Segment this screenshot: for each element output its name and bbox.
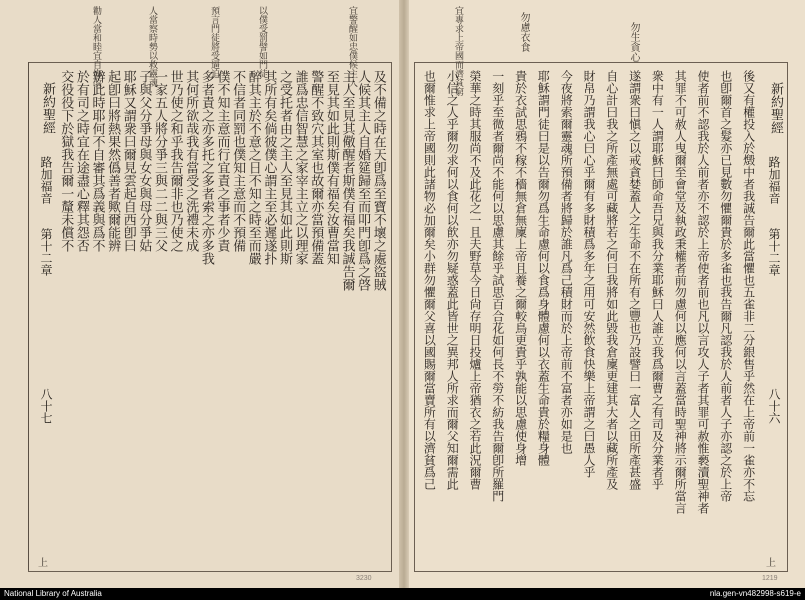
right-note: 勿生貪心 bbox=[628, 22, 639, 62]
text-column: 世乃使之和乎我告爾非也乃使之 bbox=[167, 70, 183, 252]
left-page-stamp: 上 bbox=[38, 558, 48, 569]
right-note: 宜專求上帝國而濟貧窮 bbox=[453, 6, 463, 96]
text-column: 主人至見其儆醒者斯僕有福矣我誠告爾 bbox=[339, 70, 355, 291]
right-page-number: 八十六 bbox=[767, 388, 781, 424]
text-column: 其所有矣倘彼僕心謂主至必遲遂扑 bbox=[261, 70, 277, 265]
text-column: 醉其主於不意之日不知之時至而嚴 bbox=[245, 70, 261, 265]
right-book-title: 新約聖經 bbox=[768, 82, 783, 134]
attribution-footer bbox=[0, 588, 805, 600]
text-column: 及不備之時在天卽爲至寶不壞之處盜賊 bbox=[370, 70, 386, 291]
left-note: 勸人當和睦宜自悔改 bbox=[91, 6, 101, 87]
text-column: 後又有權投入於燬中者我誠告爾此當懼也五雀非二分銀售乎然在上帝前一雀亦不忘 bbox=[741, 70, 756, 502]
text-column: 一刻乎至微者爾尚不能何以思慮其餘乎試思百合花如何長不勞不紡我告爾卽所羅門 bbox=[490, 70, 505, 502]
left-note: 以僕受罰譬如門徒 bbox=[257, 6, 267, 78]
text-column: 多者責之亦多托之多者索之亦多我 bbox=[198, 70, 214, 265]
text-column: 也爾惟求上帝國則此諸物必加爾矣小群勿懼爾父喜以國賜爾當賣所有以濟貧爲己 bbox=[422, 70, 437, 490]
text-column: 之受托者由之主人至見其如此則斯 bbox=[276, 70, 292, 265]
left-book-title: 新約聖經 bbox=[40, 82, 55, 134]
text-column: 小信之人乎爾勿求何以食何以飮亦勿疑惑蓋此皆世之異邦人所求而爾父知爾需此 bbox=[445, 70, 460, 490]
text-column: 辨此時耶何不自審其爲義與爲不 bbox=[89, 70, 105, 252]
left-frame-rule bbox=[28, 62, 29, 570]
right-page-stamp: 上 bbox=[766, 558, 776, 569]
left-page-number: 八十七 bbox=[39, 388, 53, 424]
text-column: 其何所欲哉我有當受之洗禮未成 bbox=[183, 70, 199, 252]
text-column: 使者前不認我於人前者亦不認於上帝使者前也凡以言攻人子者其罪可赦惟褻瀆聖神者 bbox=[696, 70, 710, 514]
left-chapter-label: 第十二章 bbox=[39, 228, 53, 276]
left-pencil-number: 3230 bbox=[356, 575, 372, 582]
text-column: 財帛乃謂我心曰心乎爾有多財積爲多年之用可安然飲食快樂上帝謂之曰愚人乎 bbox=[582, 70, 596, 478]
left-note: 宜警醒如忠僕候主人 bbox=[347, 6, 357, 87]
left-note: 人當察時勢以救靈魂 bbox=[147, 6, 157, 87]
left-note: 預言門徒將受逼迫 bbox=[209, 6, 219, 78]
text-column: 僕不知主意而行宜責之事者少責 bbox=[214, 70, 230, 252]
text-column: 今夜將索爾靈魂所預備者將歸於誰凡爲己積財而於上帝前不富者亦如是也 bbox=[559, 70, 574, 454]
right-gospel-name: 路加福音 bbox=[767, 156, 781, 204]
text-column: 一家五人將分爭三與二二與三父 bbox=[152, 70, 168, 252]
footer-library-name: National Library of Australia bbox=[4, 589, 102, 598]
right-chapter-label: 第十二章 bbox=[767, 228, 781, 276]
text-column: 子與父分爭母與女女與母分爭姑 bbox=[136, 70, 152, 252]
text-column: 人候其主人自婚筵歸至而叩門卽爲之啓 bbox=[355, 70, 371, 291]
right-note: 勿慮衣食 bbox=[518, 12, 529, 52]
book-gutter bbox=[399, 0, 409, 588]
text-column: 起卽曰將熱果然僞善者歟爾能辨 bbox=[105, 70, 121, 252]
text-column: 耶穌謂門徒曰是以告爾勿爲生命慮何以食爲身體慮何以衣蓋生命貴於糧身體 bbox=[536, 70, 551, 466]
text-column: 交役役下於獄我告爾一釐未償不 bbox=[58, 70, 74, 252]
right-pencil-number: 1219 bbox=[762, 575, 778, 582]
text-column: 衆中有一人謂耶穌曰師命吾兄與我分業耶穌曰人誰立我爲爾曹之有司及分業者乎 bbox=[650, 70, 665, 490]
text-column: 於有司之時宜在途盡心釋其怨否 bbox=[73, 70, 89, 252]
text-column: 警醒不致穴其室也故爾亦當預備蓋 bbox=[308, 70, 324, 265]
text-column: 也卽爾首之髮亦已見數勿懼爾貴於多雀也我告爾凡認我於人前者人子亦認之於上帝 bbox=[718, 70, 733, 502]
left-gospel-name: 路加福音 bbox=[39, 156, 53, 204]
text-column: 至見其如此則斯僕有福矣汝曹當知 bbox=[323, 70, 339, 265]
text-column: 自心計曰我之所產無處可藏將若之何曰我將如此毀我倉廩更建其大者以藏所產及 bbox=[604, 70, 619, 490]
text-column: 其罪不可赦人曳爾至會堂及執政秉權者前勿慮何以應何以言蓋當時聖神將示爾所當言 bbox=[673, 70, 688, 514]
text-column: 誰爲忠信智慧之家宰主立之以理家 bbox=[292, 70, 308, 265]
text-column: 貴於衣試思鴉不稼不穡無倉無廩上帝且養之爾較鳥更貴乎孰能以思慮使身增 bbox=[513, 70, 528, 466]
footer-record-id: nla.gen-vn482998-s619-e bbox=[709, 589, 801, 598]
text-column: 不信者同罰也僕知主意而不預備 bbox=[230, 70, 246, 252]
text-column: 榮華之時其服尚不及此花之一且夫野草今日尙存明日投爐上帝猶衣之若此況爾曹 bbox=[468, 70, 482, 490]
text-column: 耶穌又謂衆曰爾見雲起自西卽曰 bbox=[120, 70, 136, 252]
text-column: 遂謂衆曰愼之以戒貪婪蓋人之生命不在所有之豐也乃設譬曰一富人之田所產甚盛 bbox=[627, 70, 642, 490]
